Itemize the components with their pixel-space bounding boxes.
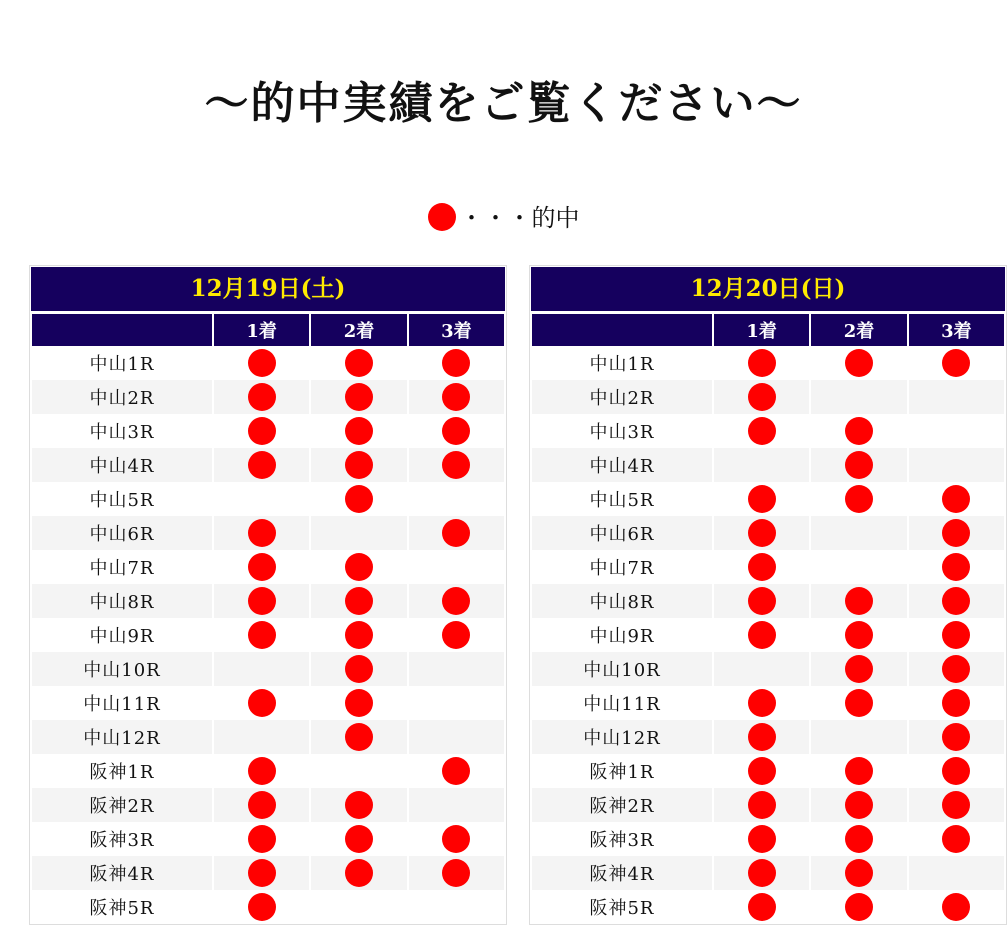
race-name: 中山11R [83, 694, 161, 715]
hit-dot-icon [748, 417, 776, 445]
hit-dot-icon [345, 791, 373, 819]
race-name: 中山6R [32, 516, 212, 550]
hit-dot-icon [345, 825, 373, 853]
place-2-cell [811, 550, 906, 584]
place-2-cell [311, 754, 406, 788]
hit-dot-icon [442, 757, 470, 785]
place-2-cell [311, 482, 406, 516]
race-name: 中山2R [32, 380, 212, 414]
hit-dot-icon [942, 723, 970, 751]
hit-dot-icon [345, 655, 373, 683]
race-name: 中山3R [589, 422, 655, 443]
hit-dot-icon [248, 893, 276, 921]
place-1-cell [714, 414, 809, 448]
race-name: 中山10R [32, 652, 212, 686]
place-3-cell [909, 482, 1004, 516]
table-row [532, 686, 1004, 720]
place-3-cell [409, 754, 504, 788]
header-row [32, 312, 504, 346]
hit-dot-icon [345, 621, 373, 649]
table-row [32, 550, 504, 584]
place-3-cell [409, 550, 504, 584]
race-name: 中山1R [589, 354, 655, 375]
table-row [32, 414, 504, 448]
hit-dot-icon [748, 689, 776, 717]
table-row [532, 414, 1004, 448]
hit-dot-icon [942, 553, 970, 581]
hit-dot-icon [748, 791, 776, 819]
race-name: 阪神2R [32, 788, 212, 822]
hit-dot-icon [748, 485, 776, 513]
place-2-cell [311, 788, 406, 822]
hit-dot-icon [942, 825, 970, 853]
hit-dot-icon [248, 383, 276, 411]
hit-dot-icon [942, 757, 970, 785]
table-row [532, 618, 1004, 652]
place-1-cell [714, 482, 809, 516]
header-second: 2着 [311, 312, 406, 346]
race-name: 中山7R [589, 558, 655, 579]
hit-dot-icon [748, 553, 776, 581]
hit-dot-icon [845, 791, 873, 819]
hit-dot-icon [248, 519, 276, 547]
header-second: 2着 [811, 312, 906, 346]
hit-dot-icon [248, 791, 276, 819]
place-3-cell [409, 380, 504, 414]
place-2-cell [311, 856, 406, 890]
header-race [32, 312, 212, 346]
place-1-cell [714, 856, 809, 890]
hit-dot-icon [345, 587, 373, 615]
hit-dot-icon [748, 723, 776, 751]
place-3-cell [909, 720, 1004, 754]
hit-dot-icon [845, 757, 873, 785]
table-row [32, 448, 504, 482]
race-name: 阪神1R [589, 762, 655, 783]
place-3-cell [909, 346, 1004, 380]
hit-dot-icon [942, 519, 970, 547]
table-row [532, 482, 1004, 516]
place-3-cell [409, 856, 504, 890]
place-3-cell [909, 584, 1004, 618]
place-3-cell [909, 856, 1004, 890]
hit-dot-icon [248, 553, 276, 581]
hit-dot-icon [845, 859, 873, 887]
place-3-cell [909, 618, 1004, 652]
place-3-cell [909, 516, 1004, 550]
table-row [32, 822, 504, 856]
race-name: 中山8R [32, 584, 212, 618]
header-row [532, 312, 1004, 346]
hit-dot-icon [845, 621, 873, 649]
place-2-cell [811, 788, 906, 822]
place-1-cell [214, 754, 309, 788]
table-row [532, 754, 1004, 788]
place-2-cell [811, 822, 906, 856]
results-table-day-1 [29, 265, 507, 925]
place-3-cell [409, 482, 504, 516]
place-2-cell [811, 448, 906, 482]
legend [0, 198, 1007, 238]
header-first: 1着 [714, 312, 809, 346]
hit-dot-icon [845, 893, 873, 921]
race-name: 中山7R [89, 558, 155, 579]
place-1-cell [214, 380, 309, 414]
hit-dot-icon [248, 451, 276, 479]
results-table-day-2 [529, 265, 1007, 925]
race-name: 中山5R [89, 490, 155, 511]
place-1-cell [214, 482, 309, 516]
hit-dot-icon [345, 723, 373, 751]
hit-dot-icon [748, 621, 776, 649]
table-row [32, 890, 504, 924]
hit-dot-icon [442, 825, 470, 853]
hit-dot-icon [345, 859, 373, 887]
place-2-cell [811, 414, 906, 448]
hit-dot-icon [248, 825, 276, 853]
hit-dot-icon [942, 587, 970, 615]
place-3-cell [409, 618, 504, 652]
hit-dot-icon [248, 859, 276, 887]
place-2-cell [811, 652, 906, 686]
place-2-cell [811, 618, 906, 652]
place-2-cell [811, 754, 906, 788]
place-2-cell [311, 346, 406, 380]
hit-dot-icon [748, 383, 776, 411]
race-name: 阪神5R [89, 898, 155, 919]
race-name: 中山5R [589, 490, 655, 511]
hit-dot-icon [942, 485, 970, 513]
hit-dot-icon [248, 349, 276, 377]
place-2-cell [311, 890, 406, 924]
race-name: 中山12R [532, 720, 712, 754]
place-3-cell [909, 822, 1004, 856]
place-2-cell [311, 720, 406, 754]
race-name: 中山9R [589, 626, 655, 647]
legend-label: ・・・的中 [459, 204, 580, 232]
race-name: 阪神3R [589, 830, 655, 851]
race-name: 阪神4R [532, 856, 712, 890]
table-row [32, 686, 504, 720]
place-1-cell [214, 686, 309, 720]
place-1-cell [214, 890, 309, 924]
header-race [532, 312, 712, 346]
place-3-cell [409, 448, 504, 482]
place-1-cell [214, 448, 309, 482]
hit-dot-icon [748, 587, 776, 615]
table-row [532, 584, 1004, 618]
place-1-cell [214, 856, 309, 890]
place-3-cell [409, 720, 504, 754]
place-2-cell [811, 720, 906, 754]
place-1-cell [714, 788, 809, 822]
race-name: 中山1R [89, 354, 155, 375]
table-row [532, 346, 1004, 380]
hit-dot-icon [942, 791, 970, 819]
hit-dot-icon [248, 587, 276, 615]
table-row [32, 856, 504, 890]
hit-dot-icon [442, 349, 470, 377]
hit-dot-icon [845, 349, 873, 377]
hit-dot-icon [248, 417, 276, 445]
hit-dot-icon [345, 349, 373, 377]
table-row [32, 584, 504, 618]
header-first: 1着 [214, 312, 309, 346]
place-1-cell [214, 516, 309, 550]
race-name: 阪神3R [89, 830, 155, 851]
hit-dot-icon [442, 621, 470, 649]
place-2-cell [811, 856, 906, 890]
place-1-cell [214, 346, 309, 380]
hit-dot-icon [345, 451, 373, 479]
place-2-cell [311, 448, 406, 482]
hit-dot-icon [442, 451, 470, 479]
hit-dot-icon [748, 859, 776, 887]
hit-dot-icon [845, 417, 873, 445]
place-2-cell [311, 822, 406, 856]
table-row [532, 890, 1004, 924]
place-2-cell [311, 380, 406, 414]
hit-dot-icon [345, 689, 373, 717]
hit-dot-icon [845, 485, 873, 513]
place-2-cell [811, 346, 906, 380]
place-1-cell [714, 754, 809, 788]
hit-dot-icon [442, 519, 470, 547]
table-row [32, 516, 504, 550]
date-header: 12月19日(土) [31, 267, 505, 311]
place-1-cell [214, 584, 309, 618]
place-1-cell [214, 414, 309, 448]
table-row [532, 550, 1004, 584]
place-2-cell [811, 380, 906, 414]
place-1-cell [714, 822, 809, 856]
hit-dot-icon [748, 893, 776, 921]
race-name: 中山3R [89, 422, 155, 443]
race-name: 阪神1R [89, 762, 155, 783]
place-1-cell [214, 550, 309, 584]
table-row [32, 482, 504, 516]
race-name: 中山4R [32, 448, 212, 482]
race-name: 中山9R [89, 626, 155, 647]
date-header: 12月20日(日) [531, 267, 1005, 311]
place-2-cell [311, 618, 406, 652]
place-3-cell [409, 890, 504, 924]
place-3-cell [409, 584, 504, 618]
place-3-cell [409, 652, 504, 686]
place-1-cell [214, 720, 309, 754]
place-2-cell [311, 652, 406, 686]
place-2-cell [311, 550, 406, 584]
race-name: 中山12R [32, 720, 212, 754]
table-row [532, 822, 1004, 856]
table-row [32, 720, 504, 754]
hit-dot-icon [942, 893, 970, 921]
hit-dot-icon [442, 587, 470, 615]
place-2-cell [811, 584, 906, 618]
hit-dot-icon [248, 757, 276, 785]
place-1-cell [214, 822, 309, 856]
hit-dot-icon [942, 689, 970, 717]
results-grid [530, 312, 1006, 924]
place-3-cell [409, 788, 504, 822]
table-row [532, 856, 1004, 890]
race-name: 阪神4R [32, 856, 212, 890]
table-row [532, 516, 1004, 550]
race-name: 中山4R [532, 448, 712, 482]
race-name: 中山6R [532, 516, 712, 550]
table-row [532, 380, 1004, 414]
place-3-cell [909, 686, 1004, 720]
race-name: 中山2R [532, 380, 712, 414]
table-row [532, 720, 1004, 754]
place-1-cell [714, 550, 809, 584]
place-3-cell [909, 788, 1004, 822]
place-3-cell [909, 652, 1004, 686]
place-3-cell [409, 516, 504, 550]
place-1-cell [714, 618, 809, 652]
race-name: 阪神5R [589, 898, 655, 919]
table-row [32, 788, 504, 822]
hit-dot-icon [442, 383, 470, 411]
place-3-cell [909, 414, 1004, 448]
place-1-cell [714, 448, 809, 482]
header-third: 3着 [409, 312, 504, 346]
header-third: 3着 [909, 312, 1004, 346]
place-2-cell [811, 516, 906, 550]
place-1-cell [214, 652, 309, 686]
hit-dot-icon [748, 757, 776, 785]
race-name: 阪神2R [532, 788, 712, 822]
hit-dot-icon [942, 655, 970, 683]
place-1-cell [714, 686, 809, 720]
place-3-cell [909, 550, 1004, 584]
hit-dot-icon [845, 587, 873, 615]
place-1-cell [214, 618, 309, 652]
hit-dot-icon [345, 417, 373, 445]
results-grid [30, 312, 506, 924]
place-2-cell [311, 686, 406, 720]
table-row [532, 652, 1004, 686]
race-name: 中山8R [532, 584, 712, 618]
hit-dot-icon [442, 859, 470, 887]
page-title: ～的中実績をご覧ください～ [204, 78, 803, 130]
hit-dot-icon [442, 417, 470, 445]
table-row [532, 788, 1004, 822]
hit-dot-icon [942, 621, 970, 649]
table-row [32, 618, 504, 652]
hit-dot-icon [248, 689, 276, 717]
hit-dot-icon [248, 621, 276, 649]
place-2-cell [811, 686, 906, 720]
table-row [32, 380, 504, 414]
place-1-cell [714, 380, 809, 414]
place-2-cell [311, 584, 406, 618]
hit-dot-icon [845, 451, 873, 479]
place-1-cell [714, 516, 809, 550]
place-1-cell [714, 890, 809, 924]
place-1-cell [714, 346, 809, 380]
place-3-cell [909, 380, 1004, 414]
hit-dot-icon [748, 825, 776, 853]
hit-dot-icon [345, 485, 373, 513]
place-3-cell [409, 414, 504, 448]
table-row [32, 346, 504, 380]
place-3-cell [909, 754, 1004, 788]
hit-dot-icon [748, 519, 776, 547]
place-3-cell [909, 448, 1004, 482]
place-1-cell [214, 788, 309, 822]
place-3-cell [409, 686, 504, 720]
hit-dot-icon [345, 553, 373, 581]
place-3-cell [909, 890, 1004, 924]
race-name: 中山10R [532, 652, 712, 686]
table-row [32, 652, 504, 686]
race-name: 中山11R [583, 694, 661, 715]
place-3-cell [409, 822, 504, 856]
place-1-cell [714, 652, 809, 686]
place-2-cell [311, 414, 406, 448]
hit-dot-icon [748, 349, 776, 377]
place-2-cell [311, 516, 406, 550]
hit-dot-icon [845, 655, 873, 683]
hit-dot-icon [345, 383, 373, 411]
table-row [32, 754, 504, 788]
place-2-cell [811, 482, 906, 516]
hit-dot-icon [942, 349, 970, 377]
place-1-cell [714, 584, 809, 618]
table-row [532, 448, 1004, 482]
place-1-cell [714, 720, 809, 754]
place-3-cell [409, 346, 504, 380]
hit-dot-icon [845, 689, 873, 717]
place-2-cell [811, 890, 906, 924]
hit-dot-icon [845, 825, 873, 853]
hit-dot-icon [428, 203, 456, 231]
